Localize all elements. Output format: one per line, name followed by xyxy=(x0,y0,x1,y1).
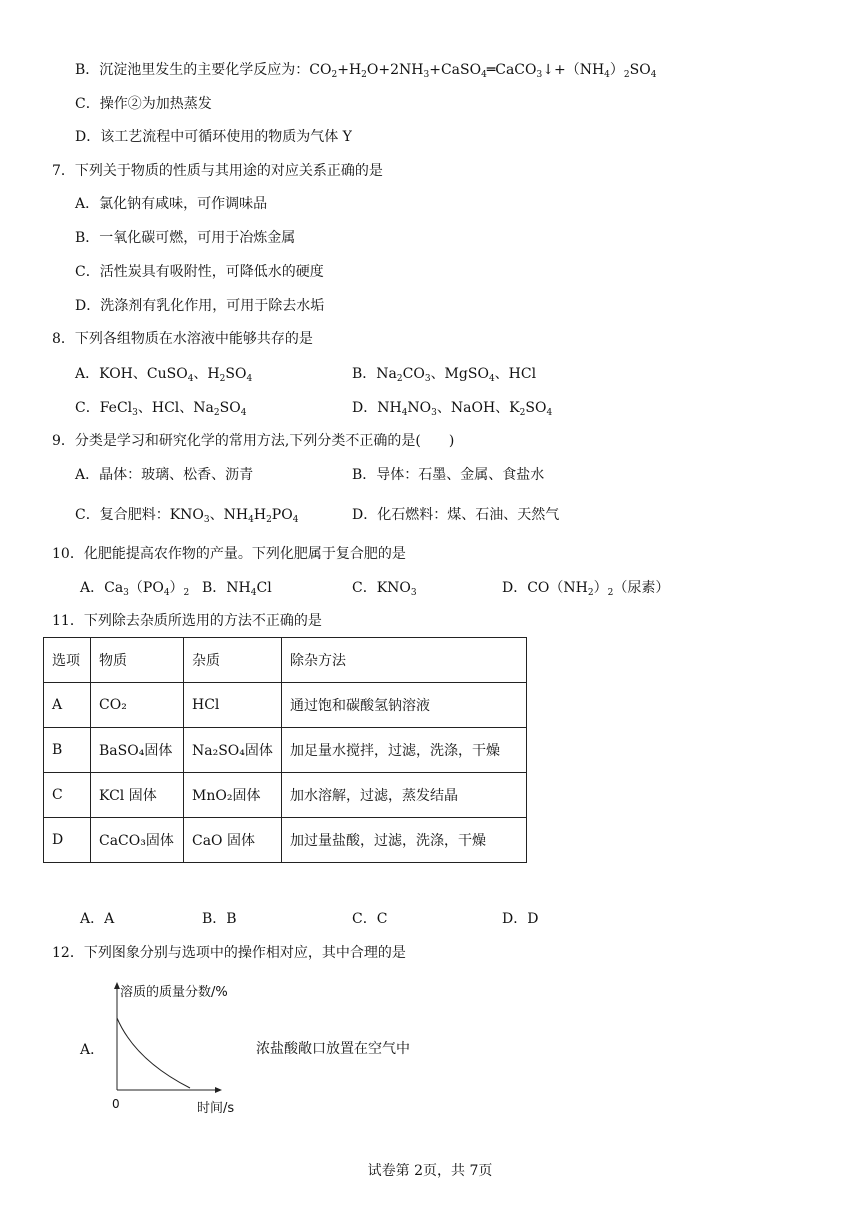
origin-label: 0 xyxy=(112,1097,120,1111)
q12-option-a-label: A． xyxy=(80,1042,105,1058)
q11-option-c: C．C xyxy=(352,911,388,927)
q11-option-a: A．A xyxy=(80,911,115,927)
q11-table xyxy=(43,637,527,863)
q8-option-a: A．KOH、CuSO$_4$、$H_2SO_4$ xyxy=(75,366,253,384)
table-cell: C xyxy=(44,773,91,818)
q9-option-b: B．导体：石墨、金属、食盐水 xyxy=(352,467,545,483)
q7-stem: 7．下列关于物质的性质与其用途的对应关系正确的是 xyxy=(52,163,383,179)
x-axis-label: 时间/s xyxy=(197,1101,235,1115)
table-cell: BaSO₄固体 xyxy=(91,728,184,773)
table-row xyxy=(44,683,527,728)
q8-option-d: D．$NH_4NO_3$、NaOH、$K_2SO_4$ xyxy=(352,400,553,418)
q8-option-b: B．$Na_2CO_3$、MgSO$_4$、HCl xyxy=(352,366,537,384)
table-cell: MnO₂固体 xyxy=(184,773,282,818)
table-cell: Na₂SO₄固体 xyxy=(184,728,282,773)
q8-option-c: C．FeCl$_3$、HCl、$Na_2SO_4$ xyxy=(75,400,247,418)
table-header-cell: 除杂方法 xyxy=(282,638,527,683)
q10-stem: 10．化肥能提高农作物的产量。下列化肥属于复合肥的是 xyxy=(52,546,406,562)
table-cell: B xyxy=(44,728,91,773)
table-cell: CO₂ xyxy=(91,683,184,728)
table-cell: 加过量盐酸，过滤，洗涤，干燥 xyxy=(282,818,527,863)
table-cell: KCl 固体 xyxy=(91,773,184,818)
table-header-row xyxy=(44,638,527,683)
table-cell: CaO 固体 xyxy=(184,818,282,863)
x-axis-arrow xyxy=(215,1087,222,1093)
q6-option-b: B．沉淀池里发生的主要化学反应为：$CO_2+H_2O+2NH_3+CaSO_4═CaCO_3↓+(NH_4)_2SO_4$ xyxy=(75,62,657,80)
q7-option-a: A．氯化钠有咸味，可作调味品 xyxy=(75,196,268,212)
q7-option-c: C．活性炭具有吸附性，可降低水的硬度 xyxy=(75,264,324,280)
table-header-cell: 杂质 xyxy=(184,638,282,683)
q9-option-c: C．复合肥料：$KNO_3$、$NH_4H_2PO_4$ xyxy=(75,507,299,525)
q10-option-a: A．$Ca_3(PO_4)_2$ xyxy=(80,580,190,598)
q6-option-c: C．操作②为加热蒸发 xyxy=(75,96,212,112)
q12-option-a-description: 浓盐酸敞口放置在空气中 xyxy=(256,1041,410,1057)
table-row xyxy=(44,818,527,863)
q12-stem: 12．下列图象分别与选项中的操作相对应，其中合理的是 xyxy=(52,945,406,961)
table-cell: 加水溶解，过滤，蒸发结晶 xyxy=(282,773,527,818)
q10-option-b: B．$NH_4Cl$ xyxy=(202,580,272,598)
table-cell: HCl xyxy=(184,683,282,728)
page-footer: 试卷第 2页，共 7页 xyxy=(367,1163,493,1179)
q10-option-d: D．$CO(NH_2)_2$（尿素） xyxy=(502,580,670,598)
table-header-cell: 物质 xyxy=(91,638,184,683)
y-axis-label: 溶质的质量分数/% xyxy=(120,985,228,1000)
q11-option-b: B．B xyxy=(202,911,237,927)
q7-option-b: B．一氧化碳可燃，可用于冶炼金属 xyxy=(75,230,296,246)
q11-option-d: D．D xyxy=(502,911,539,927)
q12-graph xyxy=(100,980,250,1115)
concentration-curve xyxy=(117,1018,190,1088)
table-cell: 加足量水搅拌，过滤，洗涤，干燥 xyxy=(282,728,527,773)
table-cell: CaCO₃固体 xyxy=(91,818,184,863)
q6-option-d: D．该工艺流程中可循环使用的物质为气体 Y xyxy=(75,129,352,145)
table-row xyxy=(44,773,527,818)
table-cell: D xyxy=(44,818,91,863)
table-cell: A xyxy=(44,683,91,728)
table-header-cell: 选项 xyxy=(44,638,91,683)
q8-stem: 8．下列各组物质在水溶液中能够共存的是 xyxy=(52,331,313,347)
q9-stem: 9．分类是学习和研究化学的常用方法,下列分类不正确的是( ) xyxy=(52,433,455,449)
table-row xyxy=(44,728,527,773)
q11-stem: 11．下列除去杂质所选用的方法不正确的是 xyxy=(52,613,322,629)
q9-option-a: A．晶体：玻璃、松香、沥青 xyxy=(75,467,254,483)
table-cell: 通过饱和碳酸氢钠溶液 xyxy=(282,683,527,728)
q10-option-c: C．$KNO_3$ xyxy=(352,580,417,598)
q7-option-d: D．洗涤剂有乳化作用，可用于除去水垢 xyxy=(75,298,325,314)
q9-option-d: D．化石燃料：煤、石油、天然气 xyxy=(352,507,560,523)
